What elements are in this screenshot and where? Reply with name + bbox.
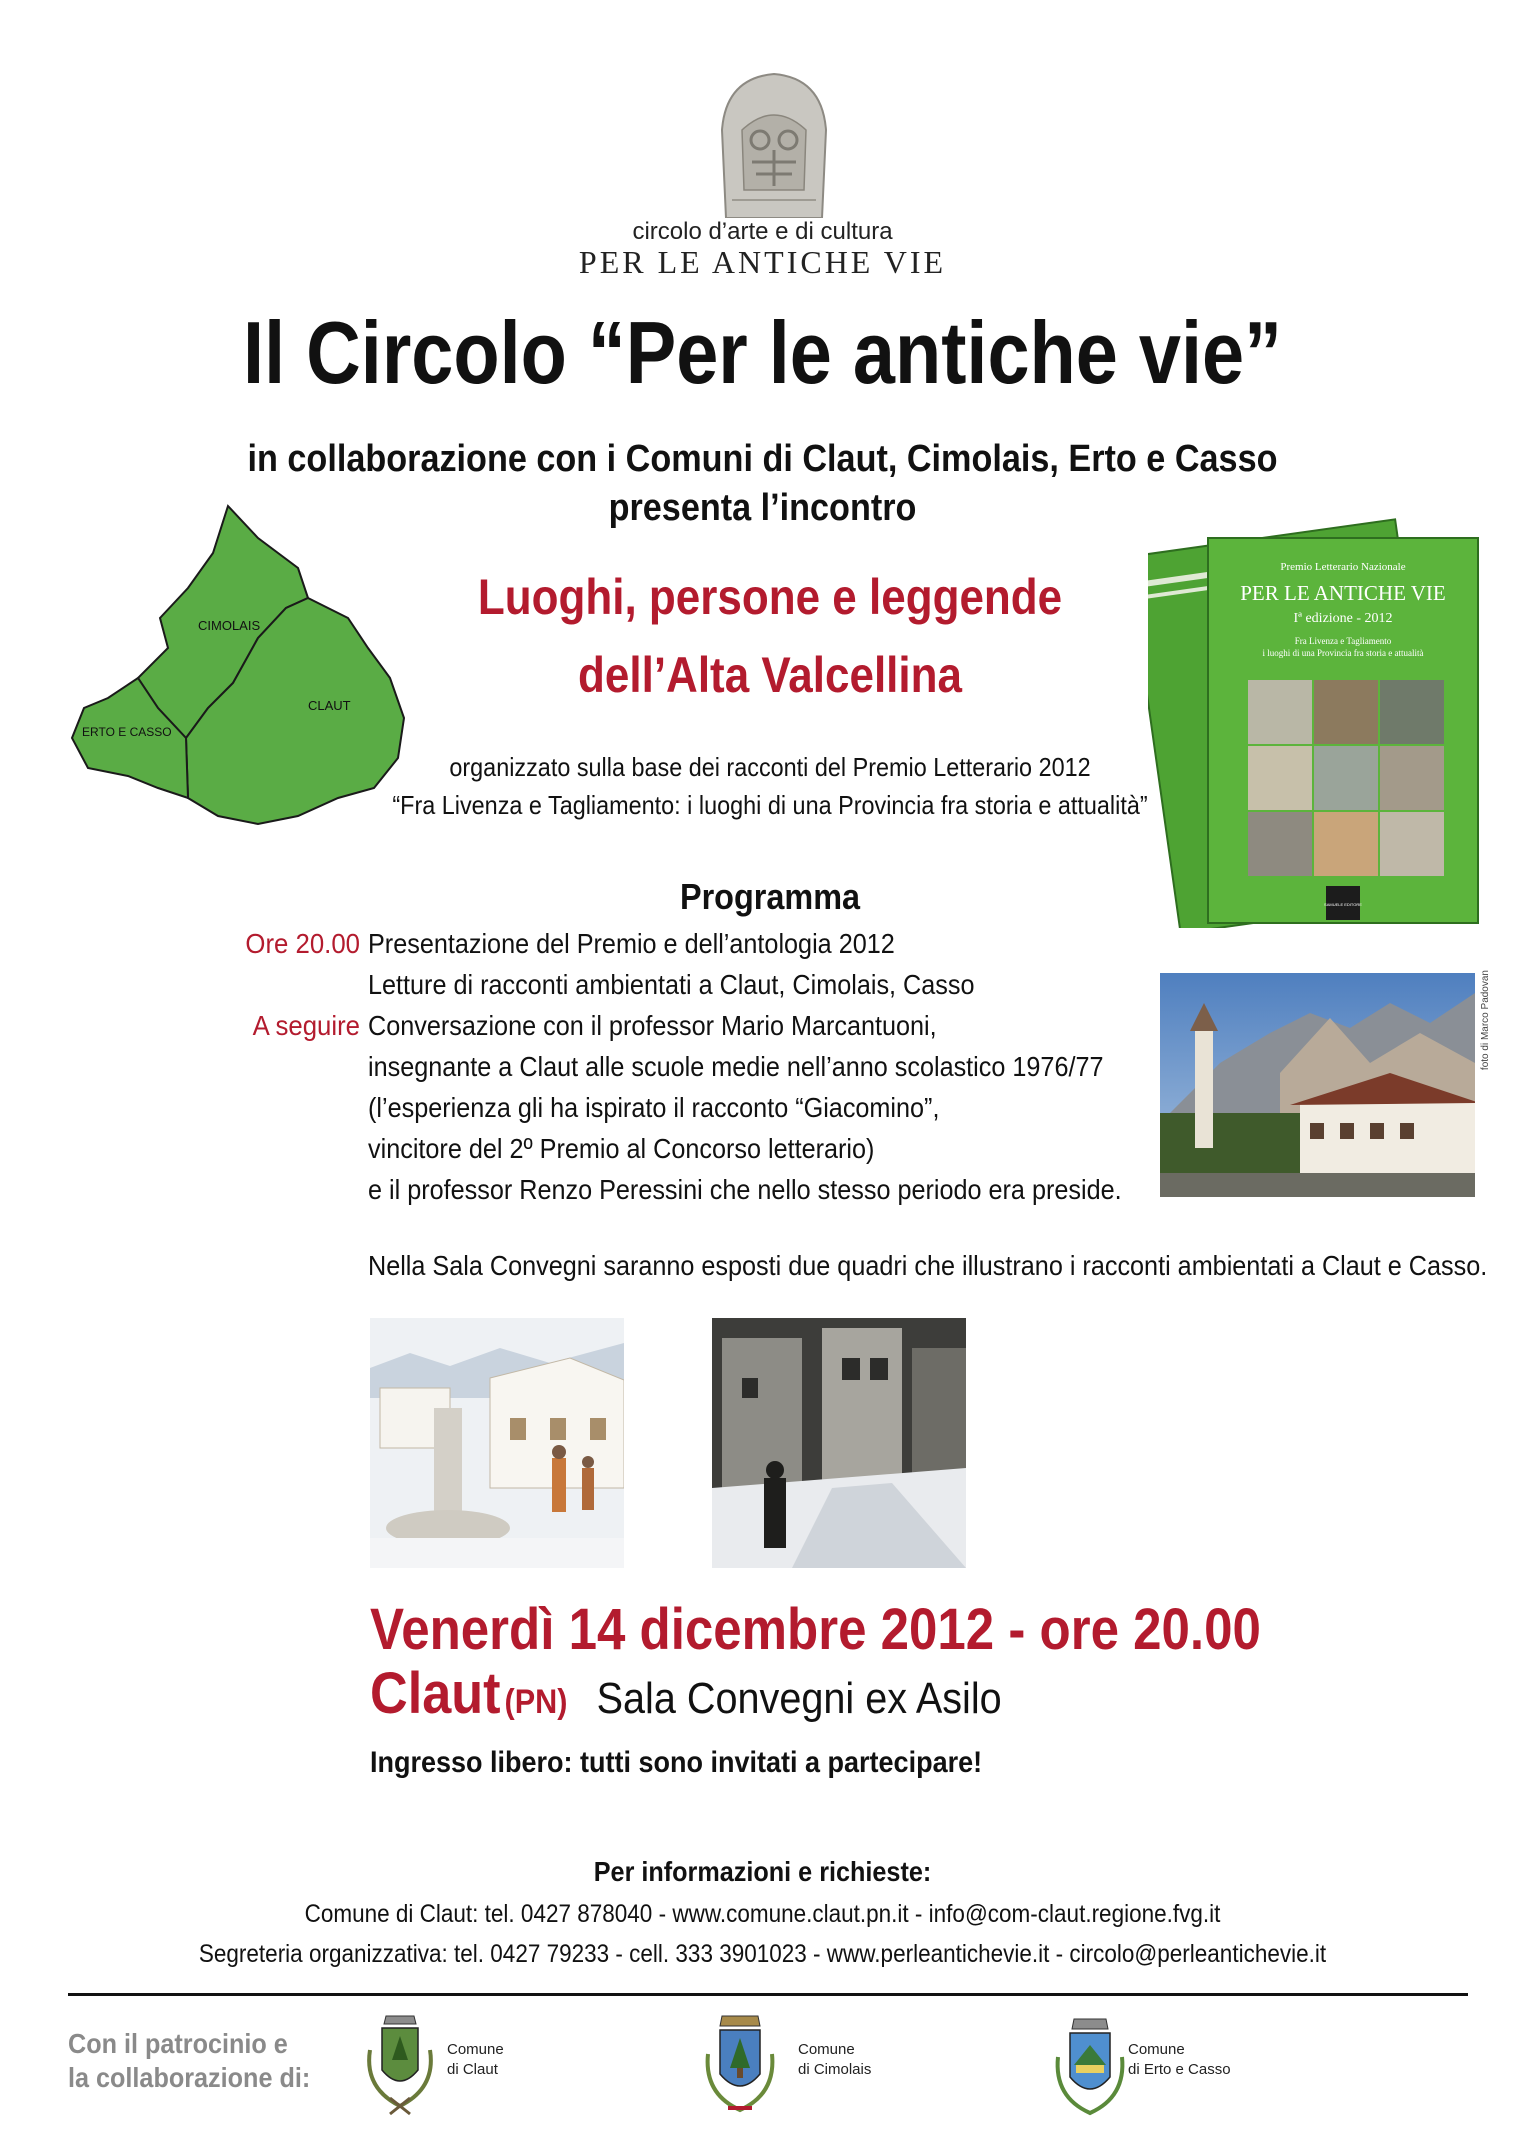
map-label-erto-casso: ERTO E CASSO	[82, 725, 172, 739]
book-tiles	[1248, 680, 1444, 876]
valcellina-map	[68, 498, 428, 838]
circolo-logo-stone-icon	[712, 70, 836, 218]
organized-line1: organizzato sulla base dei racconti del Premio Letterario 2012	[449, 752, 1091, 782]
photo-credit: foto di Marco Padovan	[1480, 970, 1491, 1071]
program-line: Conversazione con il professor Mario Marcantuoni,	[368, 1010, 937, 1041]
event-town: Claut	[370, 1661, 501, 1726]
info-contact-segreteria: Segreteria organizzativa: tel. 0427 79233 - cell. 333 3901023 - www.perleantichevie.it - circolo@perleantichevie.it	[198, 1940, 1327, 1968]
event-province: (PN)	[504, 1683, 568, 1721]
book-publisher: SAMUELE EDITORE	[1324, 902, 1362, 907]
anthology-book-cover	[1148, 508, 1488, 928]
book-top-line: Premio Letterario Nazionale	[1280, 561, 1406, 573]
book-sub1: Fra Livenza e Tagliamento	[1294, 636, 1392, 646]
entry-note: Ingresso libero: tutti sono invitati a partecipare!	[370, 1746, 983, 1779]
info-title: Per informazioni e richieste:	[593, 1856, 932, 1887]
comune-erto-casso-label: Comune di Erto e Casso	[1128, 2041, 1231, 2078]
page-title: Il Circolo “Per le antiche vie”	[243, 303, 1282, 402]
collaboration-line: in collaborazione con i Comuni di Claut, Cimolais, Erto e Casso	[247, 438, 1278, 480]
comune-claut-label: Comune di Claut	[447, 2041, 504, 2078]
event-place	[370, 1660, 1002, 1727]
map-label-claut: CLAUT	[308, 698, 351, 713]
cimolais-coat-of-arms-icon	[700, 2012, 780, 2122]
organized-line2: “Fra Livenza e Tagliamento: i luoghi di una Provincia fra storia e attualità”	[392, 790, 1148, 820]
patronage-line1: Con il patrocinio e	[68, 2028, 288, 2059]
info-contact-comune: Comune di Claut: tel. 0427 878040 - www.comune.claut.pn.it - info@com-claut.regione.fvg.it	[304, 1900, 1221, 1928]
painting-casso-snow	[712, 1318, 966, 1568]
patronage-line2: la collaborazione di:	[68, 2062, 311, 2093]
event-title-line2: dell’Alta Valcellina	[578, 647, 962, 703]
program-line: Presentazione del Premio e dell’antologia 2012	[368, 928, 895, 959]
book-edition: Iª edizione - 2012	[1293, 611, 1393, 626]
logo-subtitle: circolo d’arte e di cultura	[632, 218, 893, 245]
book-sub2: i luoghi di una Provincia fra storia e attualità	[1262, 648, 1424, 658]
claut-coat-of-arms-icon	[360, 2010, 440, 2120]
programma-title: Programma	[679, 876, 861, 917]
program-line: insegnante a Claut alle scuole medie nell’anno scolastico 1976/77	[368, 1051, 1104, 1082]
program-line: (l’esperienza gli ha ispirato il racconto “Giacomino”,	[368, 1092, 940, 1123]
erto-casso-coat-of-arms-icon	[1050, 2015, 1130, 2125]
program-line: Letture di racconti ambientati a Claut, Cimolais, Casso	[368, 969, 975, 1000]
presents-line: presenta l’incontro	[608, 487, 917, 529]
claut-village-photo	[1160, 973, 1475, 1197]
event-date-time: Venerdì 14 dicembre 2012 - ore 20.00	[370, 1597, 1261, 1662]
program-followup-label: A seguire	[252, 1010, 360, 1041]
program-time-label: Ore 20.00	[245, 928, 360, 959]
event-venue: Sala Convegni ex Asilo	[596, 1674, 1002, 1723]
program-line: vincitore del 2º Premio al Concorso letterario)	[368, 1133, 875, 1164]
program-line: e il professor Renzo Peressini che nello stesso periodo era preside.	[368, 1174, 1122, 1205]
map-label-cimolais: CIMOLAIS	[198, 618, 261, 633]
sala-exhibition-note: Nella Sala Convegni saranno esposti due quadri che illustrano i racconti ambientati a Claut e Casso.	[368, 1250, 1488, 1281]
logo-name: PER LE ANTICHE VIE	[578, 244, 947, 280]
event-title-line1: Luoghi, persone e leggende	[477, 569, 1063, 625]
book-title: PER LE ANTICHE VIE	[1240, 581, 1446, 605]
footer-divider	[68, 1993, 1468, 1996]
painting-claut-snow	[370, 1318, 624, 1568]
comune-cimolais-label: Comune di Cimolais	[798, 2041, 872, 2078]
